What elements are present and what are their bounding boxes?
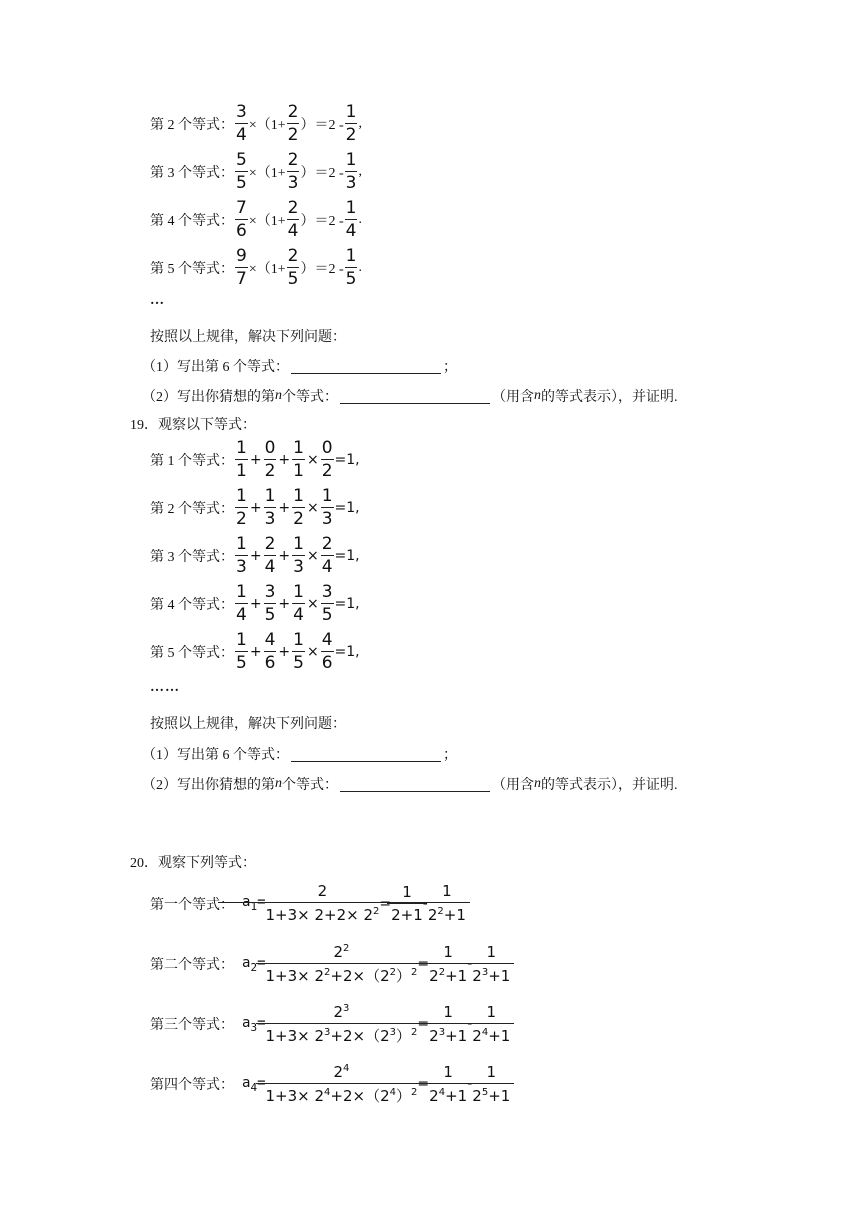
equals-sign: = [379,895,392,912]
q18-instruction: 按照以上规律，解决下列问题： [150,330,346,345]
answer-blank [340,777,490,792]
denominator: 4 [293,605,304,625]
denominator: $1+3\times 2^3+2\times(2^3)^2$ [265,1027,418,1045]
fraction [235,632,248,672]
times-sign: × [306,500,319,516]
fraction [235,440,248,480]
denominator: $1+3\times 2+2\times 2^2$ [265,906,380,924]
variable-n: n [534,388,541,403]
numerator: 3 [264,582,276,602]
fraction [391,882,423,924]
denominator: 5 [293,653,304,673]
part-1-text: （1）写出第 6 个等式： [142,360,289,375]
denominator: 3 [293,557,304,577]
minus-sign: - [422,895,428,912]
q20-equation-1 [150,884,466,923]
fraction [429,942,468,985]
answer-blank [340,389,490,404]
equation-end: =1, [334,500,360,516]
numerator: 1 [321,486,333,506]
fraction [264,536,277,576]
denominator: $2^3+1$ [472,966,511,985]
sequence-term: $a_3=$ [242,1014,266,1034]
denominator: 2 [264,461,276,481]
fraction [429,1002,468,1045]
sequence-term: $a_2=$ [242,954,266,974]
numerator: 1 [468,1005,514,1024]
part-1-text: （1）写出第 6 个等式： [142,748,289,763]
denominator: 2+1 [391,905,423,924]
numerator: 1 [293,534,304,554]
q19-ellipsis: …… [150,680,180,695]
part-2-text: 的等式表示），并证明. [541,778,678,793]
fraction: $\frac{1}{3}$ [345,150,357,193]
numerator: 1 [425,1005,471,1024]
plus-sign: + [249,548,262,564]
part-2-text: （2）写出你猜想的第 [142,778,275,793]
q20-equation-4 [150,1064,510,1104]
denominator: 2 [236,509,247,529]
q19-equation-4 [150,584,360,624]
denominator: 2 [293,509,304,529]
fraction: $\frac{2}{5}$ [287,246,299,289]
equation-prefix: 第 5 个等式： [150,646,234,661]
denominator: 5 [236,653,247,673]
denominator: 3 [321,509,333,529]
equation-end: , [358,116,362,131]
q18-ellipsis: … [150,293,165,308]
fraction [321,536,334,576]
fraction [235,488,248,528]
fraction [264,488,277,528]
q20-equation-2 [150,944,510,984]
fraction [292,488,305,528]
q19-equation-5 [150,632,360,672]
denominator: $2^5+1$ [472,1086,511,1105]
numerator: 4 [264,630,276,650]
fraction [321,632,334,672]
numerator: 1 [293,438,304,458]
q18-equation-4 [150,200,362,240]
numerator: 0 [264,438,276,458]
equation-prefix: 第 2 个等式： [150,502,234,517]
fraction: $\frac{9}{7}$ [236,246,247,289]
equals-sign: = [417,1076,430,1092]
fraction: $\frac{2}{4}$ [287,198,299,241]
q19-instruction: 按照以上规律，解决下列问题： [150,717,346,732]
plus-sign: + [278,596,291,612]
minus-sign: - [467,1076,473,1092]
denominator: $1+3\times 2^2+2\times(2^2)^2$ [265,967,418,985]
fraction: $\frac{1}{4}$ [345,198,357,241]
equation-prefix: 第 5 个等式： [150,262,234,277]
q19-part-2 [142,774,678,794]
equation-end: . [358,212,362,227]
operator-text: ×（1+ [248,214,286,229]
fraction [264,440,277,480]
equation-end: =1, [334,644,360,660]
plus-sign: + [249,596,262,612]
denominator: 1 [236,461,247,481]
equation-prefix: 第 3 个等式： [150,166,234,181]
fraction [472,942,511,985]
part-2-text: 个等式： [282,778,338,793]
denominator: $2^4+1$ [472,1026,511,1045]
part-2-text: 的等式表示），并证明. [541,390,678,405]
denominator: $2^4+1$ [429,1086,468,1105]
numerator: 1 [236,582,247,602]
fraction [321,584,334,624]
operator-text: ）＝2 - [300,118,344,133]
numerator: 1 [293,630,304,650]
sequence-term: $a_1=$ [242,894,266,913]
q20-title: 20．观察下列等式： [130,856,256,871]
q19-equation-2 [150,488,360,528]
numerator: 4 [321,630,333,650]
answer-blank [291,747,441,762]
numerator: 1 [293,486,304,506]
denominator: 5 [321,605,333,625]
fraction: $\frac{3}{4}$ [236,102,247,145]
fraction [428,884,466,923]
q20-equation-3 [150,1004,510,1044]
numerator: 2 [218,884,428,903]
numerator: 1 [468,945,514,964]
q18-part-1 [142,356,457,376]
equation-prefix: 第 2 个等式： [150,118,234,133]
plus-sign: + [249,500,262,516]
denominator: $2^2+1$ [429,966,468,985]
equation-prefix: 第 4 个等式： [150,598,234,613]
fraction [321,440,334,480]
numerator: $2^3$ [256,1004,428,1024]
fraction: $\frac{2}{2}$ [287,102,299,145]
term-index: 4 [250,1080,258,1094]
denominator: 6 [264,653,276,673]
big-fraction [266,1004,418,1044]
denominator: 1 [293,461,304,481]
fraction [235,584,248,624]
term-index: 2 [250,960,258,974]
fraction: $\frac{2}{3}$ [287,150,299,193]
fraction: $\frac{1}{2}$ [345,102,357,145]
denominator: 3 [264,509,276,529]
equation-end: =1, [334,452,360,468]
fraction [235,536,248,576]
part-2-text: （2）写出你猜想的第 [142,390,275,405]
equation-prefix: 第三个等式： [150,1018,234,1033]
numerator: 1 [236,438,247,458]
equation-end: =1, [334,548,360,564]
sequence-term: $a_4=$ [242,1074,266,1094]
part-1-end: ； [443,748,457,763]
big-fraction [266,1064,418,1104]
numerator: 3 [321,582,333,602]
times-sign: × [306,644,319,660]
equation-prefix: 第 3 个等式： [150,550,234,565]
fraction [472,1002,511,1045]
equation-prefix: 第 4 个等式： [150,214,234,229]
fraction [292,584,305,624]
fraction: $\frac{7}{6}$ [236,198,247,241]
q19-equation-3 [150,536,360,576]
fraction [292,632,305,672]
equation-end: . [358,260,362,275]
term-index: 1 [250,900,258,913]
variable-n: n [275,776,282,791]
denominator: 3 [236,557,247,577]
numerator: 1 [468,1065,514,1084]
term-index: 3 [250,1020,258,1034]
q19-part-1 [142,744,457,764]
numerator: 1 [236,534,247,554]
numerator: 1 [387,885,427,904]
minus-sign: - [467,1016,473,1032]
big-fraction [266,944,418,984]
plus-sign: + [249,644,262,660]
fraction [429,1062,468,1105]
denominator: $2^2+1$ [427,906,466,924]
plus-sign: + [278,548,291,564]
equals-sign: = [417,1016,430,1032]
numerator: 1 [425,1065,471,1084]
fraction: $\frac{5}{5}$ [236,150,247,193]
numerator: $2^4$ [256,1064,428,1084]
numerator: 1 [424,884,470,903]
operator-text: ）＝2 - [300,166,344,181]
times-sign: × [306,452,319,468]
denominator: 4 [236,605,247,625]
fraction [472,1062,511,1105]
fraction [292,536,305,576]
numerator: 1 [293,582,304,602]
denominator: 5 [264,605,276,625]
part-2-text: （用含 [492,778,534,793]
equation-end: , [358,164,362,179]
plus-sign: + [278,500,291,516]
numerator: 1 [264,486,276,506]
numerator: 1 [236,630,247,650]
denominator: $1+3\times 2^4+2\times(2^4)^2$ [265,1087,418,1105]
variable-n: n [275,388,282,403]
denominator: 4 [264,557,276,577]
fraction [292,440,305,480]
denominator: 2 [321,461,333,481]
plus-sign: + [278,644,291,660]
q18-equation-5 [150,248,362,288]
operator-text: ）＝2 - [300,214,344,229]
answer-blank [291,359,441,374]
numerator: 1 [236,486,247,506]
part-2-text: （用含 [492,390,534,405]
part-1-end: ； [443,360,457,375]
operator-text: ×（1+ [248,166,286,181]
equals-sign: = [417,956,430,972]
q18-equation-2 [150,104,362,144]
numerator: 2 [264,534,276,554]
equation-prefix: 第 1 个等式： [150,454,234,469]
plus-sign: + [249,452,262,468]
equation-prefix: 第一个等式： [150,897,234,913]
fraction [321,488,334,528]
equation-prefix: 第四个等式： [150,1078,234,1093]
part-2-text: 个等式： [282,390,338,405]
fraction [264,584,277,624]
q19-title: 19．观察以下等式： [130,418,256,433]
operator-text: ）＝2 - [300,262,344,277]
numerator: 2 [321,534,333,554]
denominator: $2^3+1$ [429,1026,468,1045]
operator-text: ×（1+ [248,262,286,277]
numerator: 1 [425,945,471,964]
fraction: $\frac{1}{5}$ [345,246,357,289]
big-fraction [266,884,380,923]
numerator: 0 [321,438,333,458]
q18-equation-3 [150,152,362,192]
plus-sign: + [278,452,291,468]
q18-part-2 [142,386,678,406]
fraction [264,632,277,672]
numerator: $2^2$ [256,944,428,964]
equation-prefix: 第二个等式： [150,958,234,973]
q19-equation-1 [150,440,360,480]
minus-sign: - [467,956,473,972]
denominator: 6 [321,653,333,673]
times-sign: × [306,548,319,564]
times-sign: × [306,596,319,612]
denominator: 4 [321,557,333,577]
variable-n: n [534,776,541,791]
equation-end: =1, [334,596,360,612]
operator-text: ×（1+ [248,118,286,133]
